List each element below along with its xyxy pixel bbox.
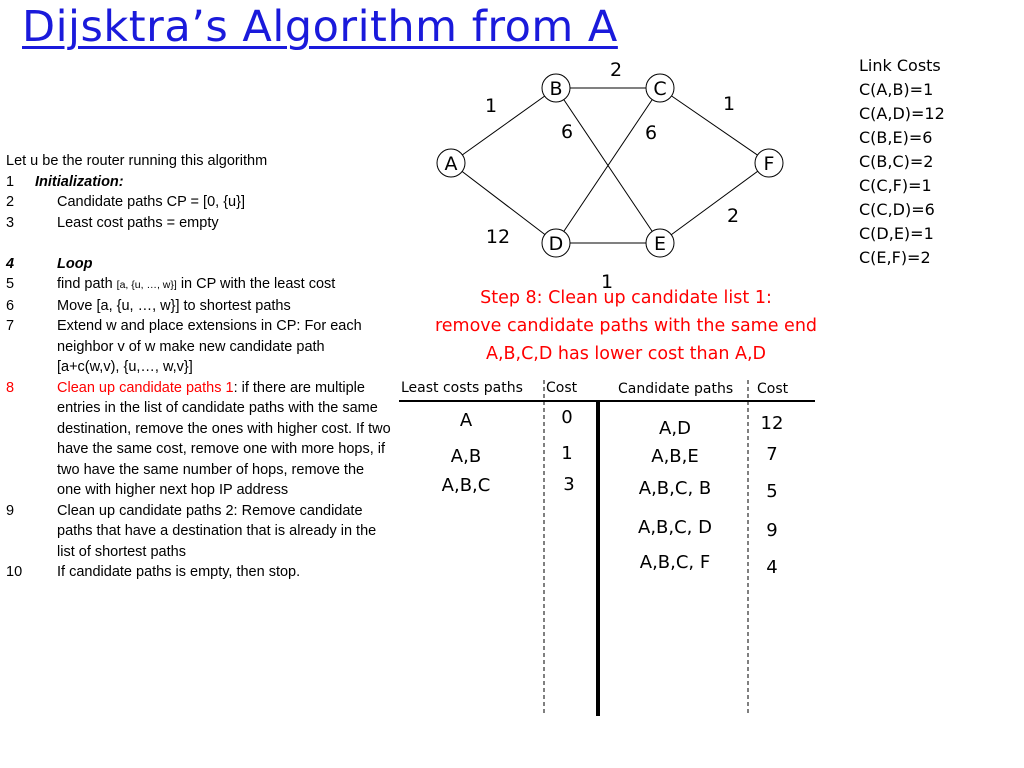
edge-label-de: 1 (600, 271, 614, 293)
edge-label-cf: 1 (722, 93, 736, 115)
link-cost-item: C(D,E)=1 (859, 224, 934, 243)
least-cost-cell: 3 (563, 474, 575, 495)
edge-c-f (660, 88, 769, 163)
node-e (646, 229, 674, 257)
step-1 (6, 172, 391, 193)
candidate-path-cell: A,D (659, 418, 691, 439)
edge-label-ad: 12 (485, 226, 511, 248)
step-text-part: in CP with the least cost (176, 276, 336, 292)
step-description-line: Step 8: Clean up candidate list 1: (480, 288, 772, 308)
node-d (542, 229, 570, 257)
header-candidate-cost: Cost (757, 381, 789, 397)
step-number: 5 (6, 276, 15, 292)
node-c-label: C (653, 78, 667, 100)
link-costs-heading: Link Costs (859, 56, 941, 75)
page-title: Dijsktra’s Algorithm from A (22, 2, 618, 52)
step-highlight: Clean up candidate paths 1 (57, 379, 234, 396)
step-description-line: remove candidate paths with the same end (434, 316, 818, 336)
step-2 (6, 192, 391, 213)
edge-label-cd: 6 (644, 122, 658, 144)
least-path-cell: A,B,C (441, 475, 491, 496)
step-3 (6, 213, 391, 234)
least-cost-cell: 0 (561, 407, 573, 428)
step-description (395, 284, 857, 368)
header-least-cost: Cost (546, 380, 578, 396)
step-8 (6, 378, 391, 501)
step-number: 9 (6, 502, 15, 519)
step-text (57, 378, 391, 501)
link-cost-item: C(B,E)=6 (859, 128, 933, 147)
step-6 (6, 296, 391, 317)
step-number: 4 (6, 255, 15, 272)
step-number: 1 (6, 173, 15, 190)
node-d-label: D (548, 233, 564, 255)
step-text-part: : if there are multiple entries in the list of candidate paths with the same destination, remove the ones with higher cost. If two have the same cost, remove one with more hops, if two have the same number of hops, remove the one with higher next hop IP address (57, 379, 391, 498)
step-text-part: find path (57, 276, 117, 292)
node-a (437, 149, 465, 177)
node-f (755, 149, 783, 177)
candidate-cost-cell: 7 (766, 444, 778, 465)
step-text: Initialization: (35, 173, 124, 190)
algorithm-steps (6, 151, 391, 583)
step-text: Extend w and place extensions in CP: For each neighbor v of w make new candidate path [a+c(w,v), {u,…, w,v}] (57, 318, 362, 375)
node-e-label: E (653, 233, 667, 255)
candidate-path-cell: A,B,C, D (638, 517, 712, 538)
step-text (57, 274, 391, 296)
step-text: Clean up candidate paths 2: Remove candidate paths that have a destination that is already in the list of shortest paths (57, 502, 377, 560)
step-text: Candidate paths CP = [0, {u}] (57, 194, 245, 210)
step-number: 7 (6, 318, 15, 334)
link-cost-item: C(C,F)=1 (859, 176, 932, 195)
link-cost-item: C(B,C)=2 (859, 152, 934, 171)
link-cost-item: C(A,B)=1 (859, 80, 934, 99)
candidate-path-cell: A,B,E (651, 446, 699, 467)
candidate-cost-cell: 12 (760, 413, 784, 434)
link-cost-item: C(A,D)=12 (859, 104, 945, 123)
least-cost-cell: 1 (561, 443, 573, 464)
edge-label-ab: 1 (484, 95, 498, 117)
candidate-cost-cell: 9 (766, 520, 778, 541)
step-text: Least cost paths = empty (57, 214, 219, 231)
step-text-path: [a, {u, …, w}] (116, 279, 177, 291)
link-cost-item: C(E,F)=2 (859, 248, 931, 267)
link-cost-item: C(C,D)=6 (859, 200, 935, 219)
candidate-cost-cell: 5 (766, 481, 778, 502)
step-text: If candidate paths is empty, then stop. (57, 564, 301, 580)
step-4 (6, 254, 391, 275)
node-b (542, 74, 570, 102)
step-9 (6, 501, 391, 563)
algorithm-intro: Let u be the router running this algorithm (6, 153, 268, 169)
node-c (646, 74, 674, 102)
header-least-cost-paths: Least costs paths (401, 380, 523, 396)
least-path-cell: A,B (450, 446, 482, 467)
step-7 (6, 316, 391, 378)
edge-a-b (451, 88, 556, 163)
step-description-line: A,B,C,D has lower cost than A,D (485, 344, 767, 364)
step-number: 10 (6, 564, 23, 580)
step-number: 2 (6, 194, 15, 210)
step-number: 6 (6, 297, 15, 314)
edge-label-bc: 2 (609, 59, 623, 81)
candidate-path-cell: A,B,C, B (638, 478, 712, 499)
node-f-label: F (763, 153, 775, 175)
link-costs-panel (859, 54, 945, 270)
step-5 (6, 274, 391, 296)
edge-label-be: 6 (560, 121, 574, 143)
step-number: 8 (6, 379, 15, 396)
least-path-cell: A (459, 410, 473, 431)
candidate-cost-cell: 4 (766, 557, 778, 578)
step-10 (6, 562, 391, 583)
edge-e-f (660, 163, 769, 243)
node-b-label: B (549, 78, 563, 100)
step-number: 3 (6, 214, 15, 231)
node-a-label: A (444, 153, 458, 175)
header-candidate-paths: Candidate paths (618, 381, 734, 397)
edge-label-ef: 2 (726, 205, 740, 227)
candidate-path-cell: A,B,C, F (639, 552, 711, 573)
step-text: Move [a, {u, …, w}] to shortest paths (57, 297, 291, 314)
step-text: Loop (57, 255, 93, 272)
